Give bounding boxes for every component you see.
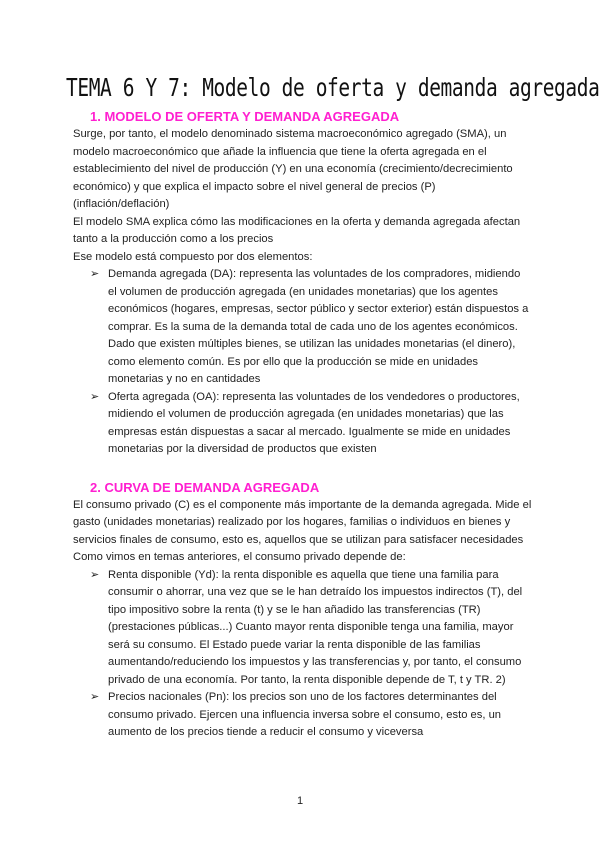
document-title: TEMA 6 Y 7: Modelo de oferta y demanda agregada bbox=[66, 73, 600, 102]
text-line: Renta disponible (Yd): la renta disponible es aquella que tiene una familia para bbox=[108, 568, 499, 581]
text-line: tipo impositivo sobre la renta (t) y se le han añadido las transferencias (TR) bbox=[108, 603, 481, 616]
text-line: aumentando/reduciendo los impuestos y las transferencias y, por tanto, el consumo bbox=[108, 656, 522, 668]
arrow-bullet-icon: ➢ bbox=[90, 268, 100, 280]
text-line: (inflación/deflación) bbox=[73, 198, 170, 210]
text-line: monetarias por la diversidad de productos que existen bbox=[108, 443, 377, 455]
arrow-bullet-icon: ➢ bbox=[90, 568, 100, 581]
text-line: modelo macroeconómico que añade la influencia que tiene la oferta agregada en el bbox=[73, 145, 487, 158]
bullet-text bbox=[108, 266, 528, 389]
text-line: Como vimos en temas anteriores, el consumo privado depende de: bbox=[73, 551, 406, 563]
text-line: Ese modelo está compuesto por dos elementos: bbox=[73, 250, 313, 263]
text-line: El modelo SMA explica cómo las modificaciones en la oferta y demanda agregada afectan bbox=[73, 215, 521, 228]
text-line: consumo privado. Ejercen una influencia inversa sobre el consumo, esto es, un bbox=[108, 708, 502, 721]
section-2-heading: 2. CURVA DE DEMANDA AGREGADA bbox=[90, 479, 320, 495]
text-line: el volumen de producción agregada (en unidades monetarias) que los agentes bbox=[108, 285, 498, 298]
section-2-bullet-pn bbox=[90, 689, 600, 742]
text-line: servicios finales de consumo, esto es, aquellos que se utilizan para satisfacer necesidades bbox=[73, 533, 524, 546]
text-line: monetarias y no en cantidades bbox=[108, 373, 261, 385]
text-line: consumir o ahorrar, una vez que se le han detraído los impuestos indirectos (T), del bbox=[108, 586, 523, 598]
arrow-bullet-icon: ➢ bbox=[90, 691, 100, 703]
text-line: El consumo privado (C) es el componente más importante de la demanda agregada. Mide el bbox=[73, 498, 532, 511]
bullet-text bbox=[108, 567, 522, 690]
text-line: (prestaciones públicas...) Cuanto mayor renta disponible tenga una familia, mayor bbox=[108, 621, 514, 633]
section-1-bullet-oa bbox=[90, 389, 600, 459]
section-1-bullet-da bbox=[90, 266, 600, 389]
text-line: aumento de los precios tiende a reducir el consumo y viceversa bbox=[108, 726, 424, 738]
text-line: comprar. Es la suma de la demanda total de cada uno de los agentes económicos. bbox=[108, 320, 518, 333]
text-line: Surge, por tanto, el modelo denominado sistema macroeconómico agregado (SMA), un bbox=[73, 128, 507, 140]
section-2-bullet-yd bbox=[90, 567, 600, 690]
bullet-text bbox=[108, 389, 520, 459]
section-1-heading: 1. MODELO DE OFERTA Y DEMANDA AGREGADA bbox=[90, 109, 400, 124]
text-line: económicos (hogares, empresas, sector público y sector exterior) están dispuestos a bbox=[108, 303, 529, 315]
text-line: Dado que existen múltiples bienes, se utilizan las unidades monetarias (el dinero), bbox=[108, 338, 516, 350]
text-line: Precios nacionales (Pn): los precios son uno de los factores determinantes del bbox=[108, 691, 497, 703]
page-number: 1 bbox=[296, 795, 304, 807]
text-line: privado de una economía. Por tanto, la renta disponible depende de T, t y TR. 2) bbox=[108, 673, 506, 686]
text-line: tanto a la producción como a los precios bbox=[73, 233, 274, 245]
text-line: empresas están dispuestas a sacar al mercado. Igualmente se mide en unidades bbox=[108, 425, 511, 438]
arrow-bullet-icon: ➢ bbox=[90, 390, 100, 403]
text-line: será su consumo. El Estado puede variar la renta disponible de las familias bbox=[108, 638, 481, 651]
bullet-text bbox=[108, 689, 501, 742]
text-line: Demanda agregada (DA): representa las voluntades de los compradores, midiendo bbox=[108, 268, 521, 280]
text-line: establecimiento del nivel de producción (Y) en una economía (crecimiento/decrecimiento bbox=[73, 163, 513, 175]
text-line: económico) y que explica el impacto sobre el nivel general de precios (P) bbox=[73, 180, 436, 193]
section-1-paragraph bbox=[73, 126, 593, 266]
text-line: Oferta agregada (OA): representa las voluntades de los vendedores o productores, bbox=[108, 390, 520, 403]
text-line: midiendo el volumen de producción agregada (en unidades monetarias) que las bbox=[108, 408, 504, 420]
document-body bbox=[0, 72, 600, 742]
text-line: gasto (unidades monetarias) realizado por los hogares, familias o individuos en bienes y bbox=[73, 516, 511, 528]
text-line: como elemento común. Es por ello que la producción se mide en unidades bbox=[108, 355, 479, 368]
section-2-paragraph bbox=[73, 497, 593, 567]
